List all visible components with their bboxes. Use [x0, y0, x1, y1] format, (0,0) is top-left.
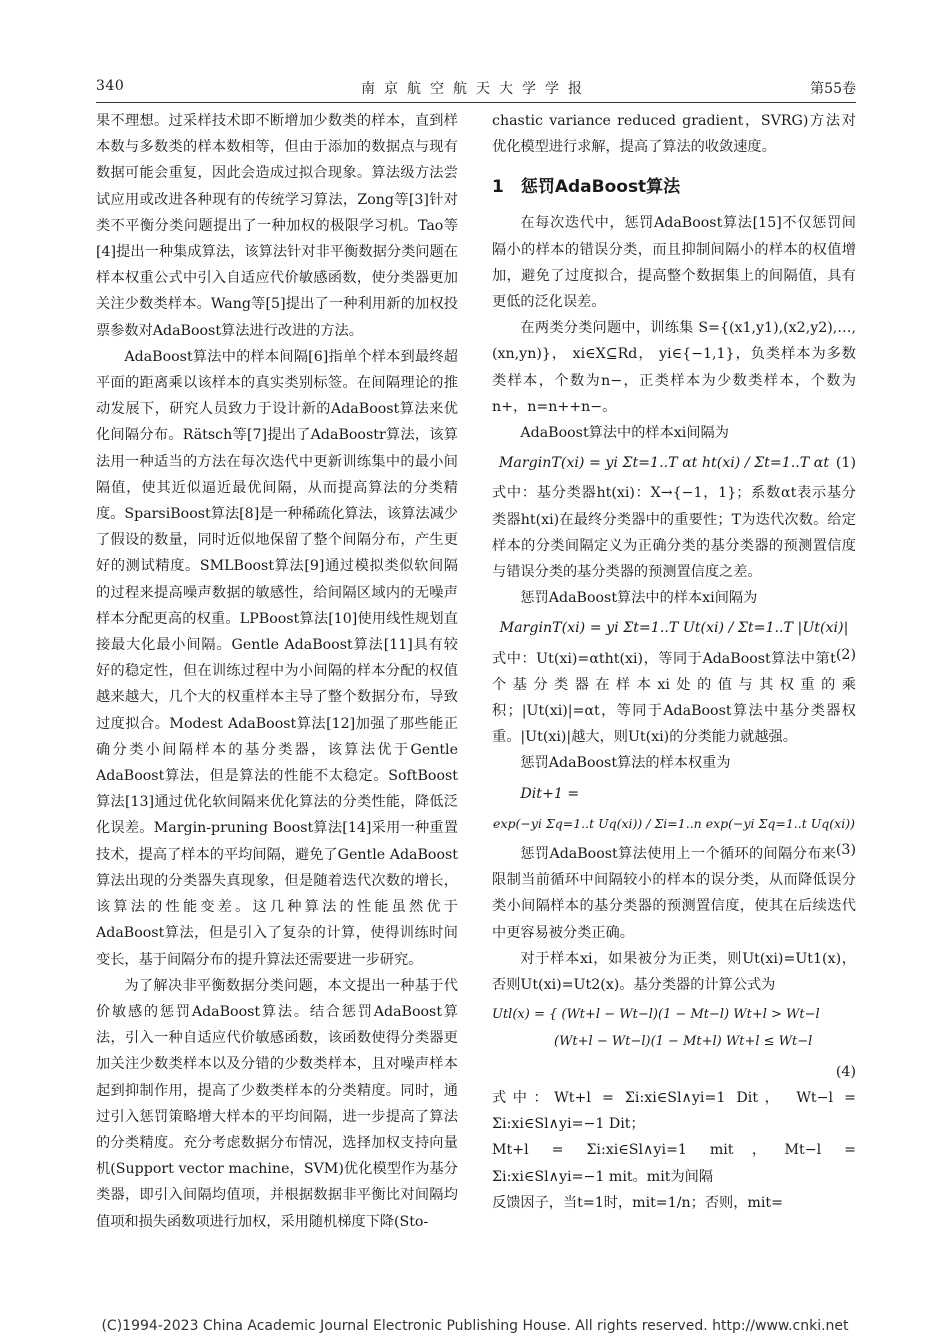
left-column — [96, 108, 458, 1235]
equation-3-body: exp(−yi Σq=1..t Uq(xi)) / Σi=1..n exp(−yi Σq=1..t Uq(xi)) — [493, 815, 855, 831]
equation-3-lhs — [492, 781, 856, 807]
body-paragraph: 惩罚AdaBoost算法的样本权重为 — [520, 755, 731, 772]
page-header — [96, 78, 856, 100]
equation-3-number: (3) — [835, 842, 856, 859]
body-paragraph: 在每次迭代中，惩罚AdaBoost算法[15]不仅惩罚间隔小的样本的错误分类，而且抑制间隔小的样本的权值增加，避免了过度拟合，提高整个数据集上的间隔值，具有更低的泛化误差。 — [492, 215, 856, 311]
body-paragraph: 在两类分类问题中，训练集 S={(x1,y1),(x2,y2),…,(xn,yn)}， xi∈X⊆Rd， yi∈{−1,1}，负类样本为多数类样本，个数为n−，正类样本为少数类样本，个数为n+，n=n++n−。 — [492, 320, 856, 415]
equation-4 — [492, 1002, 856, 1054]
body-paragraph: 式中：Wt+l = Σi:xi∈Sl∧yi=1 Dit， Wt−l = Σi:xi∈Sl∧yi=−1 Dit； — [492, 1089, 856, 1133]
left-paragraph: AdaBoost算法中的样本间隔[6]指单个样本到最终超平面的距离乘以该样本的真实类别标签。在间隔理论的推动发展下，研究人员致力于设计新的AdaBoost算法来优化间隔分布。Rätsch等[7]提出了AdaBoostr算法，该算法用一种适当的方法在每次迭代中更新训练集中的最小间隔值，使其近似逼近最优间隔，从而提高算法的分类精度。SparsiBoost算法[8]是一种稀疏化算法，该算法减少了假设的数量，同时近似地保留了整个间隔分布，产生更好的测试精度。SMLBoost算法[9]通过模拟类似软间隔的过程来提高噪声数据的敏感性，给间隔区域内的无噪声样本分配更高的权重。LPBoost算法[10]使用线性规划直接最大化最小间隔。Gentle AdaBoost算法[11]具有较好的稳定性，但在训练过程中为小间隔的样本分配的权值越来越大，几个大的权重样本主导了整个数据分布，导致过度拟合。Modest AdaBoost算法[12]加强了那些能正确分类小间隔样本的基分类器，该算法优于Gentle AdaBoost算法，但是算法的性能不太稳定。SoftBoost算法[13]通过优化软间隔来优化算法的分类性能，降低泛化误差。Margin-pruning Boost算法[14]采用一种重置技术，提高了样本的平均间隔，避免了Gentle AdaBoost算法出现的分类器失真现象，但是随着迭代次数的增长，该算法的性能变差。这几种算法的性能虽然优于AdaBoost算法，但是引入了复杂的计算，使得训练时间变长，基于间隔分布的提升算法还需要进一步研究。 — [96, 348, 458, 968]
page-number: 340 — [96, 78, 125, 94]
body-paragraph: 式中：Ut(xi)=αtht(xi)，等同于AdaBoost算法中第t个基分类器在样本xi处的值与其权重的乘积；|Ut(xi)|=αt，等同于AdaBoost算法中基分类器权重。|Ut(xi)|越大，则Ut(xi)的分类能力就越强。 — [492, 650, 856, 746]
equation-2-body: MarginT(xi) = yi Σt=1..T Ut(xi) / Σt=1..T |Ut(xi)| — [499, 620, 849, 637]
equation-2 — [492, 615, 856, 663]
body-paragraph: Mt+l = Σi:xi∈Sl∧yi=1 mit，Mt−l = Σi:xi∈Sl∧yi=−1 mit。mit为间隔 — [492, 1142, 856, 1185]
body-paragraph: AdaBoost算法中的样本xi间隔为 — [520, 425, 729, 442]
volume-label: 第55卷 — [810, 81, 856, 97]
equation-4-number: (4) — [835, 1063, 856, 1080]
equation-2-number: (2) — [835, 646, 856, 663]
equation-3-lhs-text: Dit+1 = — [520, 785, 580, 802]
body-paragraph: 反馈因子，当t=1时，mit=1/n；否则，mit= — [492, 1194, 783, 1211]
body-paragraph: 惩罚AdaBoost算法中的样本xi间隔为 — [520, 590, 758, 607]
right-intro: chastic variance reduced gradient，SVRG)方法对优化模型进行求解，提高了算法的收敛速度。 — [492, 113, 856, 156]
equation-1-number: (1) — [835, 455, 856, 472]
body-paragraph: 惩罚AdaBoost算法使用上一个循环的间隔分布来限制当前循环中间隔较小的样本的误分类，从而降低误分类小间隔样本的基分类器的预测置信度，使其在后续迭代中更容易被分类正确。 — [492, 846, 856, 941]
body-paragraph: 式中：基分类器ht(xi)：X→{−1，1}；系数αt表示基分类器ht(xi)在最终分类器中的重要性；T为迭代次数。给定样本的分类间隔定义为正确分类的基分类器的预测置信度与错误分类的基分类器的预测置信度之差。 — [492, 485, 856, 581]
equation-3 — [492, 811, 856, 859]
left-paragraph: 果不理想。过采样技术即不断增加少数类的样本，直到样本数与多数类的样本数相等，但由于添加的数据点与现有数据可能会重复，因此会造成过拟合现象。算法级方法尝试应用或改进各种现有的传统学习算法，Zong等[3]针对类不平衡分类问题提出了一种加权的极限学习机。Tao等[4]提出一种集成算法，该算法针对非平衡数据分类问题在样本权重公式中引入自适应代价敏感函数，使分类器更加关注少数类样本。Wang等[5]提出了一种利用新的加权投票参数对AdaBoost算法进行改进的方法。 — [96, 113, 458, 339]
section-title: 1 惩罚AdaBoost算法 — [492, 177, 681, 198]
left-paragraph: 为了解决非平衡数据分类问题，本文提出一种基于代价敏感的惩罚AdaBoost算法。结合惩罚AdaBoost算法，引入一种自适应代价敏感函数，该函数使得分类器更加关注少数类样本以及分错的少数类样本，且对噪声样本起到抑制作用，提高了少数类样本的分类精度。同时，通过引入惩罚策略增大样本的平均间隔，进一步提高了算法的分类精度。充分考虑数据分布情况，选择加权支持向量机(Support vector machine，SVM)优化模型作为基分类器，即引入间隔均值项，并根据数据非平衡比对间隔均值项和损失函数项进行加权，采用随机梯度下降(Sto- — [96, 977, 458, 1230]
journal-name: 南京航空航天大学学报 — [361, 81, 591, 97]
equation-1 — [492, 450, 856, 476]
body-paragraph: 对于样本xi，如果被分为正类，则Ut(xi)=Ut1(x)，否则Ut(xi)=Ut2(x)。基分类器的计算公式为 — [492, 950, 856, 994]
copyright-footer: (C)1994-2023 China Academic Journal Electronic Publishing House. All rights reserved. http://www.cnki.net — [101, 1318, 849, 1334]
header-rule — [96, 102, 856, 103]
equation-4-row: Utl(x) = { (Wt+l − Wt−l)(1 − Mt−l) Wt+l > Wt−l — [492, 1007, 820, 1023]
equation-1-body: MarginT(xi) = yi Σt=1..T αt ht(xi) / Σt=1..T αt — [498, 455, 830, 472]
right-column — [492, 108, 856, 1216]
equation-4-row: (Wt+l − Wt−l)(1 − Mt+l) Wt+l ≤ Wt−l — [554, 1033, 813, 1049]
